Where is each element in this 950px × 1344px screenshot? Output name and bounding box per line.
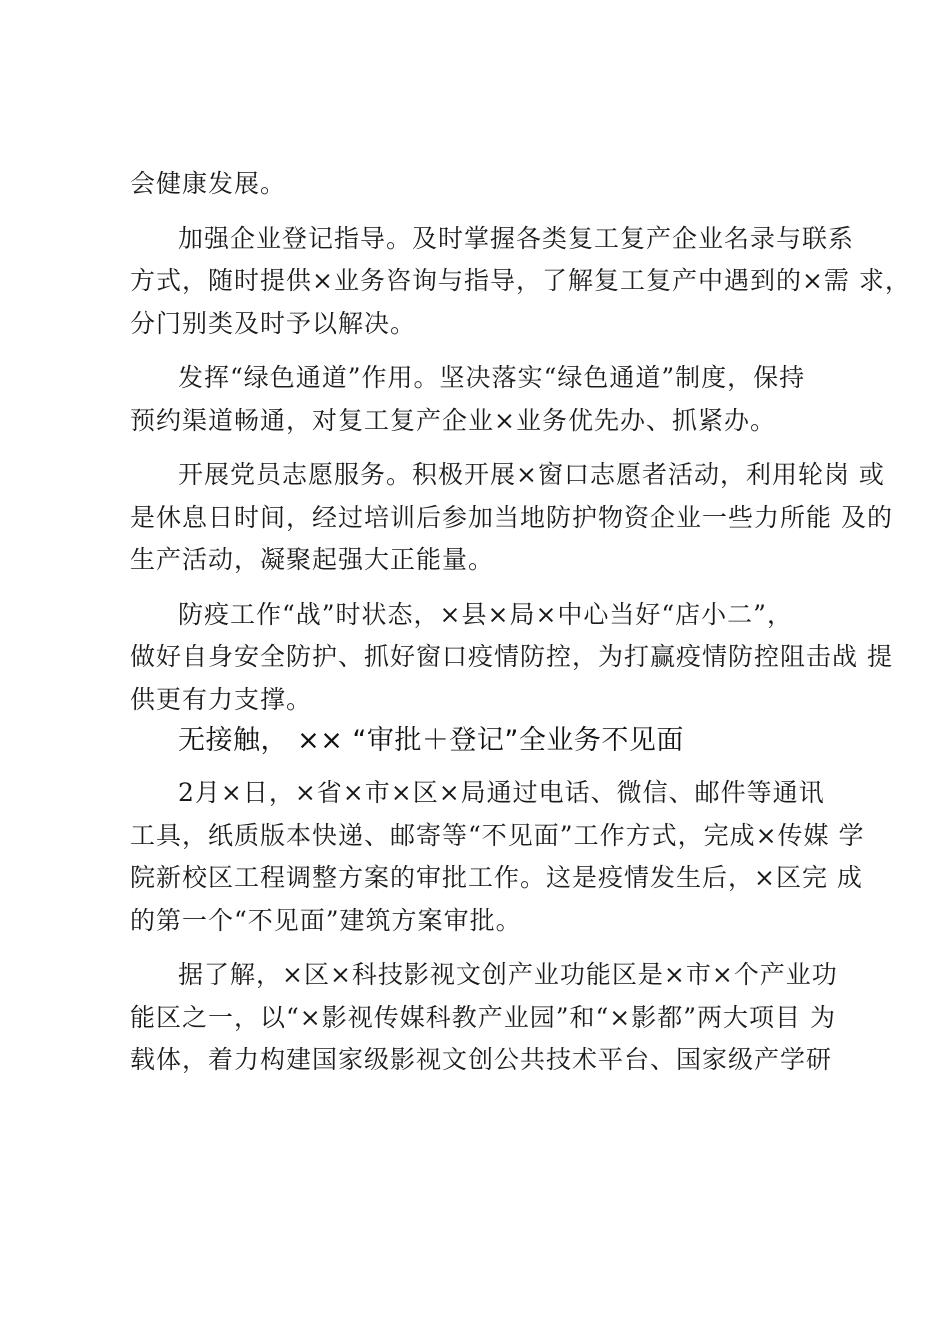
text-line: 发挥“绿色通道”作用。坚决落实“绿色通道”制度，保持 <box>178 363 806 392</box>
text-line: 能区之一，以“×影视传媒科教产业园”和“×影都”两大项目 为 <box>130 1002 836 1032</box>
text-line: 是休息日时间，经过培训后参加当地防护物资企业一些力所能 及的 <box>130 502 893 532</box>
text-line: 供更有力支撑。 <box>130 684 313 714</box>
text-line: 防疫工作“战”时状态，×县×局×中心当好“店小二”， <box>178 599 793 629</box>
text-line: 院新校区工程调整方案的审批工作。这是疫情发生后，×区完 成 <box>130 863 863 892</box>
text-line: 加强企业登记指导。及时掌握各类复工复产企业名录与联系 <box>178 223 855 253</box>
text-line: 载体，着力构建国家级影视文创公共技术平台、国家级产学研 <box>130 1045 833 1074</box>
text-line: 据了解，×区×科技影视文创产业功能区是×市×个产业功 <box>178 960 838 989</box>
section-heading: 无接触， ×× “审批＋登记”全业务不见面 <box>178 725 684 756</box>
text-line: 会健康发展。 <box>130 169 287 198</box>
text-line: 生产活动，凝聚起强大正能量。 <box>130 545 495 574</box>
text-line: 方式，随时提供×业务咨询与指导，了解复工复产中遇到的×需 求， <box>130 266 911 295</box>
text-line: 的第一个“不见面”建筑方案审批。 <box>130 905 522 935</box>
body-text-block-2 <box>130 772 865 1082</box>
text-line: 2月×日，×省×市×区×局通过电话、微信、邮件等通讯 <box>178 778 825 807</box>
text-line: 预约渠道畅通，对复工复产企业×业务优先办、抓紧办。 <box>130 405 776 435</box>
text-line: 分门别类及时予以解决。 <box>130 308 417 338</box>
body-text-block-1 <box>130 163 911 721</box>
text-line: 开展党员志愿服务。积极开展×窗口志愿者活动，利用轮岗 或 <box>178 460 885 489</box>
text-line: 做好自身安全防护、抓好窗口疫情防控，为打赢疫情防控阻击战 提 <box>130 642 893 671</box>
text-line: 工具，纸质版本快递、邮寄等“不见面”工作方式，完成×传媒 学 <box>130 820 865 850</box>
